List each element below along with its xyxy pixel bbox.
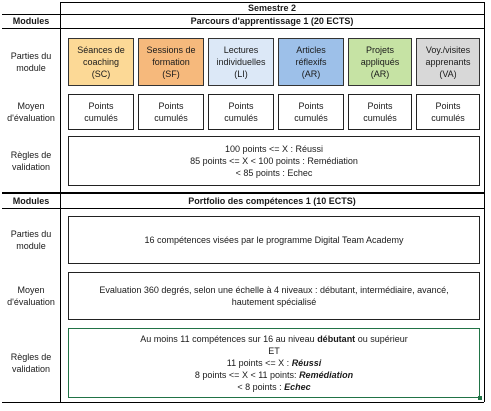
parcours-title: Parcours d'apprentissage 1 (20 ECTS) [190,16,354,26]
row-label-parties-1: Parties du module [10,51,52,73]
module-line2: formation [152,57,190,67]
module-box-ar-projets [348,38,412,86]
border-header1 [2,14,484,15]
module-box-sf [138,38,204,86]
row-label-moyen-2: Moyen d'évaluation [7,285,55,307]
validation-reussi-line [227,357,321,369]
validation-box-1 [68,136,480,186]
reussi-label: Réussi [291,358,322,368]
evaluation-box-ar-projets: Points cumulés [348,94,412,130]
echec-condition: < 8 points : [237,382,285,392]
superieur-text: ou supérieur [355,334,408,344]
selection-resize-handle[interactable] [478,396,482,400]
validation-competences-line [140,333,407,345]
module-line1: Lectures [223,45,259,55]
evaluation-360-box: Evaluation 360 degrés, selon une échelle à 4 niveaux : débutant, intermédiaire, avancé, hautement spécialisé [68,272,480,320]
module-line2: apprenants [425,57,471,67]
validation-et-line: ET [268,346,280,356]
competences-text: Au moins 11 compétences sur 16 au niveau [140,334,318,344]
remediation-label: Remédiation [299,370,354,380]
border-right [484,2,485,402]
module-code: (VA) [439,69,457,79]
module-box-sc [68,38,134,86]
evaluation-box-ar-articles: Points cumulés [278,94,344,130]
border-section-split [2,192,484,194]
portfolio-title: Portfolio des compétences 1 (10 ECTS) [188,196,356,206]
module-line1: Projets [365,45,394,55]
echec-label: Echec [284,382,311,392]
evaluation-box-li: Points cumulés [208,94,274,130]
border-bottom [2,402,484,403]
module-code: (AR) [370,69,390,79]
evaluation-box-sf: Points cumulés [138,94,204,130]
module-line2: individuelles [216,57,266,67]
evaluation-box-va: Points cumulés [416,94,480,130]
module-line1: Séances de [77,45,125,55]
module-line2: coaching [82,57,120,67]
module-line1: Sessions de [146,45,196,55]
row-label-regles-2: Règles de validation [10,352,52,374]
module-code: (LI) [234,69,248,79]
module-line2: réflexifs [295,57,327,67]
module-code: (SF) [162,69,180,79]
remediation-condition: 8 points <= X < 11 points: [194,370,300,380]
row-label-moyen-1: Moyen d'évaluation [7,101,55,123]
module-line1: Voy./visites [425,45,471,55]
modules-header-2: Modules [12,196,50,206]
border-header1-bottom [2,28,484,29]
validation-line-remediation: 85 points <= X < 100 points : Remédiation [190,156,358,166]
reussi-condition: 11 points <= X : [226,358,292,368]
competences-box: 16 compétences visées par le programme Digital Team Academy [68,216,480,264]
row-label-parties-2: Parties du module [10,229,52,251]
semester-title: Semestre 2 [247,3,297,13]
debutant-text: débutant [317,334,356,344]
module-box-li [208,38,274,86]
module-code: (SC) [91,69,111,79]
validation-line-echec: < 85 points : Echec [235,168,313,178]
module-code: (AR) [301,69,321,79]
modules-header-1: Modules [12,16,50,26]
validation-echec-line [237,381,310,393]
border-header2-bottom [2,208,484,209]
validation-remediation-line [195,369,353,381]
validation-box-2[interactable] [68,328,480,398]
row-label-regles-1: Règles de validation [10,150,52,172]
evaluation-box-sc: Points cumulés [68,94,134,130]
module-line1: Articles [296,45,326,55]
module-box-va [416,38,480,86]
validation-line-reussi: 100 points <= X : Réussi [224,144,324,154]
module-line2: appliqués [360,57,400,67]
module-box-ar-articles [278,38,344,86]
